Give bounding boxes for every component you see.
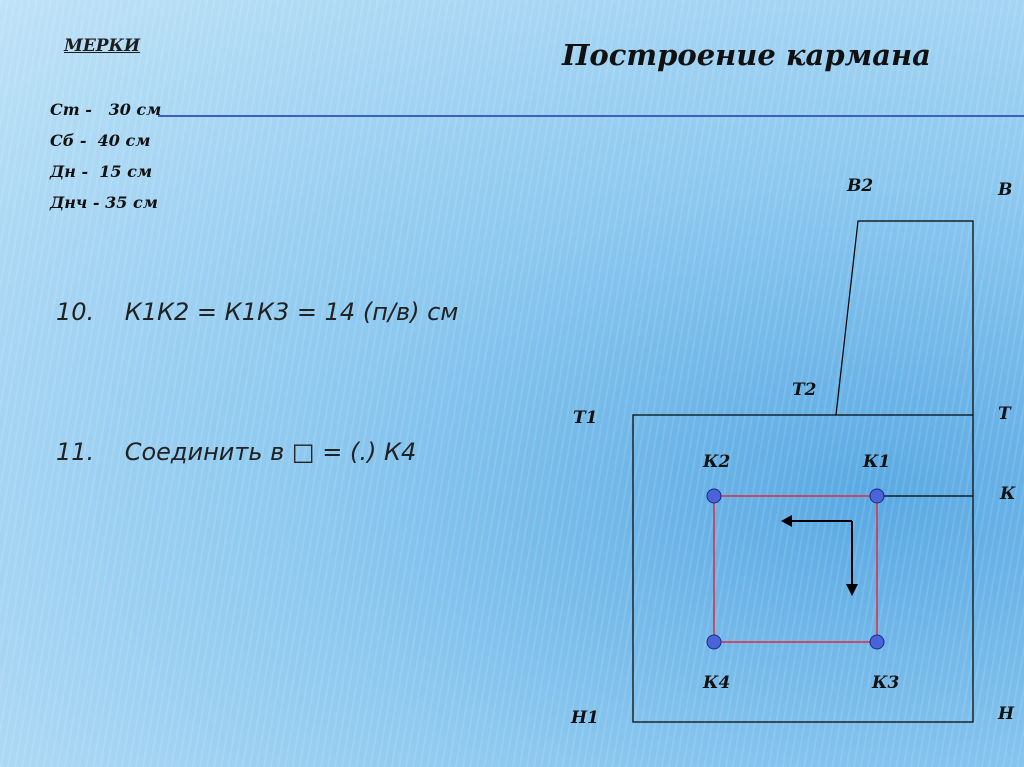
label-k2: К2 xyxy=(703,452,731,472)
point-k2 xyxy=(707,489,721,503)
step-10: 10. К1К2 = К1К3 = 14 (п/в) см xyxy=(56,298,459,326)
page-title: Построение кармана xyxy=(562,38,931,72)
label-h: Н xyxy=(998,704,1015,724)
label-k: К xyxy=(1000,484,1016,504)
label-t2: Т2 xyxy=(792,380,817,400)
main-outline xyxy=(633,415,973,722)
measure-sb: Сб - 40 см xyxy=(50,131,151,150)
label-t1: Т1 xyxy=(573,408,598,428)
arrow-left-head xyxy=(781,515,792,527)
step-11: 11. Соединить в □ = (.) К4 xyxy=(56,438,417,466)
upper-outline xyxy=(836,221,973,415)
point-k3 xyxy=(870,635,884,649)
label-k4: К4 xyxy=(703,673,731,693)
square-icon: □ xyxy=(291,438,315,466)
measure-dn: Дн - 15 см xyxy=(50,162,153,181)
label-k1: К1 xyxy=(863,452,891,472)
label-h1: Н1 xyxy=(571,708,599,728)
measure-st: Ст - 30 см xyxy=(50,100,162,119)
label-b: В xyxy=(998,180,1013,200)
arrow-down-head xyxy=(846,584,858,596)
point-k1 xyxy=(870,489,884,503)
label-b2: В2 xyxy=(847,176,874,196)
measure-dnch: Днч - 35 см xyxy=(50,193,158,212)
measures-heading: МЕРКИ xyxy=(64,36,141,56)
label-k3: К3 xyxy=(872,673,900,693)
label-t: Т xyxy=(998,404,1011,424)
point-k4 xyxy=(707,635,721,649)
